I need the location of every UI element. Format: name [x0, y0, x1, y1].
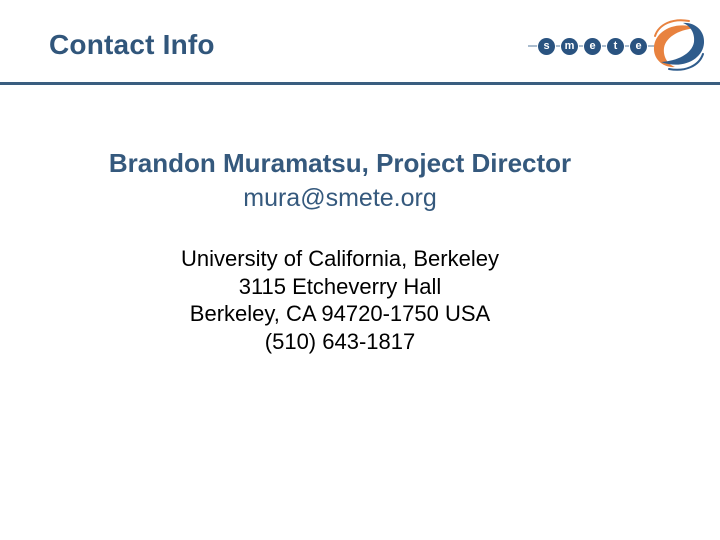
logo-letter-circle: t — [607, 38, 624, 55]
logo-letter-circle: e — [584, 38, 601, 55]
contact-name-title: Brandon Muramatsu, Project Director — [108, 148, 572, 178]
slide-title: Contact Info — [49, 29, 215, 60]
logo-letter-circle: s — [538, 38, 555, 55]
contact-primary-block — [40, 146, 640, 216]
smete-logo-letters — [538, 38, 647, 55]
contact-address-block — [40, 245, 640, 355]
contact-email: mura@smete.org — [243, 184, 437, 212]
address-line-phone: (510) 643-1817 — [264, 328, 416, 354]
address-line-city: Berkeley, CA 94720-1750 USA — [189, 301, 491, 326]
header-divider — [0, 82, 720, 85]
logo-letter-circle: e — [630, 38, 647, 55]
address-line-institution: University of California, Berkeley — [181, 246, 499, 271]
smete-swirl-icon — [645, 14, 713, 76]
logo-letter-circle: m — [561, 38, 578, 55]
address-line-street: 3115 Etcheverry Hall — [238, 273, 442, 299]
